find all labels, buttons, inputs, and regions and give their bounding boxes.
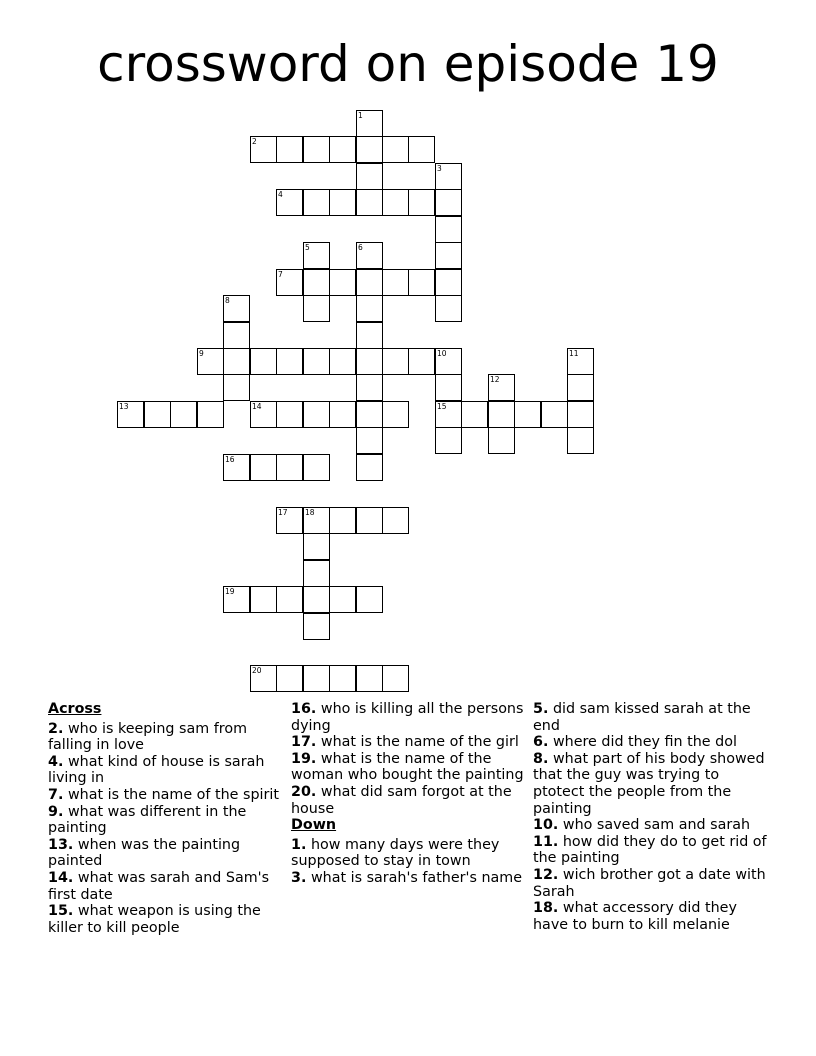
clue-number: 18 <box>305 508 315 517</box>
clue-down-1: 1. how many days were they supposed to stay in town <box>291 836 500 870</box>
grid-cell[interactable] <box>303 586 330 613</box>
grid-cell[interactable] <box>144 401 171 428</box>
grid-cell[interactable] <box>303 533 330 560</box>
clue-down-3: 3. what is sarah's father's name <box>291 869 523 886</box>
grid-cell[interactable] <box>435 216 462 243</box>
clue-number: 10 <box>437 349 447 358</box>
clue-number: 12 <box>490 375 500 384</box>
grid-cell[interactable] <box>567 401 594 428</box>
grid-cell[interactable] <box>488 374 515 401</box>
grid-cell[interactable] <box>382 189 409 216</box>
grid-cell[interactable] <box>303 242 330 269</box>
grid-cell[interactable] <box>435 374 462 401</box>
grid-cell[interactable] <box>223 348 250 375</box>
grid-cell[interactable] <box>541 401 568 428</box>
grid-cell[interactable] <box>408 269 435 296</box>
grid-cell[interactable] <box>303 454 330 481</box>
grid-cell[interactable] <box>329 189 356 216</box>
grid-cell[interactable] <box>435 242 462 269</box>
clue-down-11: 11. how did they do to get rid of the painting <box>533 833 767 867</box>
clue-number: 6 <box>358 243 363 252</box>
grid-cell[interactable] <box>329 348 356 375</box>
clue-across-13: 13. when was the painting painted <box>48 836 241 870</box>
grid-cell[interactable] <box>276 665 303 692</box>
grid-cell[interactable] <box>488 401 515 428</box>
grid-cell[interactable] <box>223 374 250 401</box>
grid-cell[interactable] <box>435 269 462 296</box>
clue-down-12: 12. wich brother got a date with Sarah <box>533 866 766 900</box>
clue-number: 4 <box>278 190 283 199</box>
grid-cell[interactable] <box>303 613 330 640</box>
grid-cell[interactable] <box>356 665 383 692</box>
clue-column-1 <box>48 701 288 936</box>
clue-across-9: 9. what was different in the painting <box>48 803 247 837</box>
clue-down-10: 10. who saved sam and sarah <box>533 817 751 834</box>
grid-cell[interactable] <box>382 401 409 428</box>
grid-cell[interactable] <box>250 586 277 613</box>
grid-cell[interactable] <box>435 163 462 190</box>
grid-cell[interactable] <box>435 427 462 454</box>
grid-cell[interactable] <box>382 136 409 163</box>
clue-number: 13 <box>119 402 129 411</box>
across-heading: Across <box>48 701 102 717</box>
grid-cell[interactable] <box>329 586 356 613</box>
grid-cell[interactable] <box>303 560 330 587</box>
grid-cell[interactable] <box>276 189 303 216</box>
grid-cell[interactable] <box>356 454 383 481</box>
clue-number: 8 <box>225 296 230 305</box>
clue-across-2: 2. who is keeping sam from falling in love <box>48 720 247 754</box>
grid-cell[interactable] <box>276 269 303 296</box>
clue-down-6: 6. where did they fin the dol <box>533 734 737 751</box>
clue-number: 5 <box>305 243 310 252</box>
grid-cell[interactable] <box>303 269 330 296</box>
clue-number: 20 <box>252 666 262 675</box>
clue-number: 19 <box>225 587 235 596</box>
grid-cell[interactable] <box>223 295 250 322</box>
grid-cell[interactable] <box>356 348 383 375</box>
grid-cell[interactable] <box>356 136 383 163</box>
grid-cell[interactable] <box>276 348 303 375</box>
clue-across-17: 17. what is the name of the girl <box>291 734 519 751</box>
grid-cell[interactable] <box>223 454 250 481</box>
grid-cell[interactable] <box>356 322 383 349</box>
grid-cell[interactable] <box>356 507 383 534</box>
clue-down-18: 18. what accessory did they have to burn to kill melanie <box>533 900 737 933</box>
grid-cell[interactable] <box>567 374 594 401</box>
clue-number: 2 <box>252 137 257 146</box>
clue-number: 16 <box>225 455 235 464</box>
clue-column-3 <box>533 701 773 933</box>
grid-cell[interactable] <box>250 136 277 163</box>
grid-cell[interactable] <box>250 454 277 481</box>
grid-cell[interactable] <box>329 269 356 296</box>
grid-cell[interactable] <box>382 507 409 534</box>
grid-cell[interactable] <box>329 665 356 692</box>
grid-cell[interactable] <box>356 269 383 296</box>
clue-across-14: 14. what was sarah and Sam's first date <box>48 869 270 903</box>
grid-cell[interactable] <box>276 401 303 428</box>
grid-cell[interactable] <box>382 348 409 375</box>
grid-cell[interactable] <box>356 401 383 428</box>
grid-cell[interactable] <box>223 586 250 613</box>
grid-cell[interactable] <box>356 374 383 401</box>
grid-cell[interactable] <box>435 189 462 216</box>
grid-cell[interactable] <box>303 348 330 375</box>
grid-cell[interactable] <box>567 427 594 454</box>
grid-cell[interactable] <box>197 348 224 375</box>
down-heading: Down <box>291 817 337 834</box>
grid-cell[interactable] <box>435 295 462 322</box>
grid-cell[interactable] <box>356 295 383 322</box>
grid-cell[interactable] <box>382 269 409 296</box>
grid-cell[interactable] <box>488 427 515 454</box>
clue-across-20: 20. what did sam forgot at the house <box>291 783 512 817</box>
grid-cell[interactable] <box>197 401 224 428</box>
clue-across-15: 15. what weapon is using the killer to kill people <box>48 903 261 936</box>
grid-cell[interactable] <box>514 401 541 428</box>
page-title: crossword on episode 19 <box>97 35 719 93</box>
clue-across-4: 4. what kind of house is sarah living in <box>48 753 265 787</box>
grid-cell[interactable] <box>356 189 383 216</box>
grid-cell[interactable] <box>276 507 303 534</box>
grid-cell[interactable] <box>408 189 435 216</box>
clue-down-8: 8. what part of his body showed that the guy was trying to ptotect the people from the painting <box>533 750 765 817</box>
grid-cell[interactable] <box>303 401 330 428</box>
grid-cell[interactable] <box>329 507 356 534</box>
clue-down-5: 5. did sam kissed sarah at the end <box>533 701 751 734</box>
grid-cell[interactable] <box>356 427 383 454</box>
clue-number: 11 <box>569 349 579 358</box>
grid-cell[interactable] <box>303 665 330 692</box>
grid-cell[interactable] <box>329 136 356 163</box>
grid-cell[interactable] <box>303 136 330 163</box>
grid-cell[interactable] <box>567 348 594 375</box>
grid-cell[interactable] <box>117 401 144 428</box>
grid-cell[interactable] <box>435 348 462 375</box>
grid-cell[interactable] <box>303 507 330 534</box>
grid-cell[interactable] <box>276 136 303 163</box>
grid-cell[interactable] <box>356 242 383 269</box>
grid-cell[interactable] <box>303 295 330 322</box>
grid-cell[interactable] <box>435 401 462 428</box>
grid-cell[interactable] <box>250 665 277 692</box>
clue-across-16: 16. who is killing all the persons dying <box>291 701 524 734</box>
grid-cell[interactable] <box>329 401 356 428</box>
grid-cell[interactable] <box>382 665 409 692</box>
grid-cell[interactable] <box>461 401 488 428</box>
clue-column-2 <box>291 701 527 887</box>
clue-number: 1 <box>358 111 363 120</box>
clue-number: 3 <box>437 164 442 173</box>
grid-cell[interactable] <box>276 454 303 481</box>
clue-across-19: 19. what is the name of the woman who bought the painting <box>291 750 524 784</box>
clue-number: 14 <box>252 402 262 411</box>
grid-cell[interactable] <box>170 401 197 428</box>
grid-cell[interactable] <box>223 322 250 349</box>
clue-number: 15 <box>437 402 447 411</box>
grid-cell[interactable] <box>408 348 435 375</box>
grid-cell[interactable] <box>356 586 383 613</box>
grid-cell[interactable] <box>408 136 435 163</box>
clue-number: 7 <box>278 270 283 279</box>
grid-cell[interactable] <box>250 401 277 428</box>
clue-across-7: 7. what is the name of the spirit <box>48 786 279 803</box>
grid-cell[interactable] <box>356 110 383 137</box>
clue-number: 17 <box>278 508 288 517</box>
grid-cell[interactable] <box>276 586 303 613</box>
clue-number: 9 <box>199 349 204 358</box>
grid-cell[interactable] <box>356 163 383 190</box>
grid-cell[interactable] <box>250 348 277 375</box>
grid-cell[interactable] <box>303 189 330 216</box>
